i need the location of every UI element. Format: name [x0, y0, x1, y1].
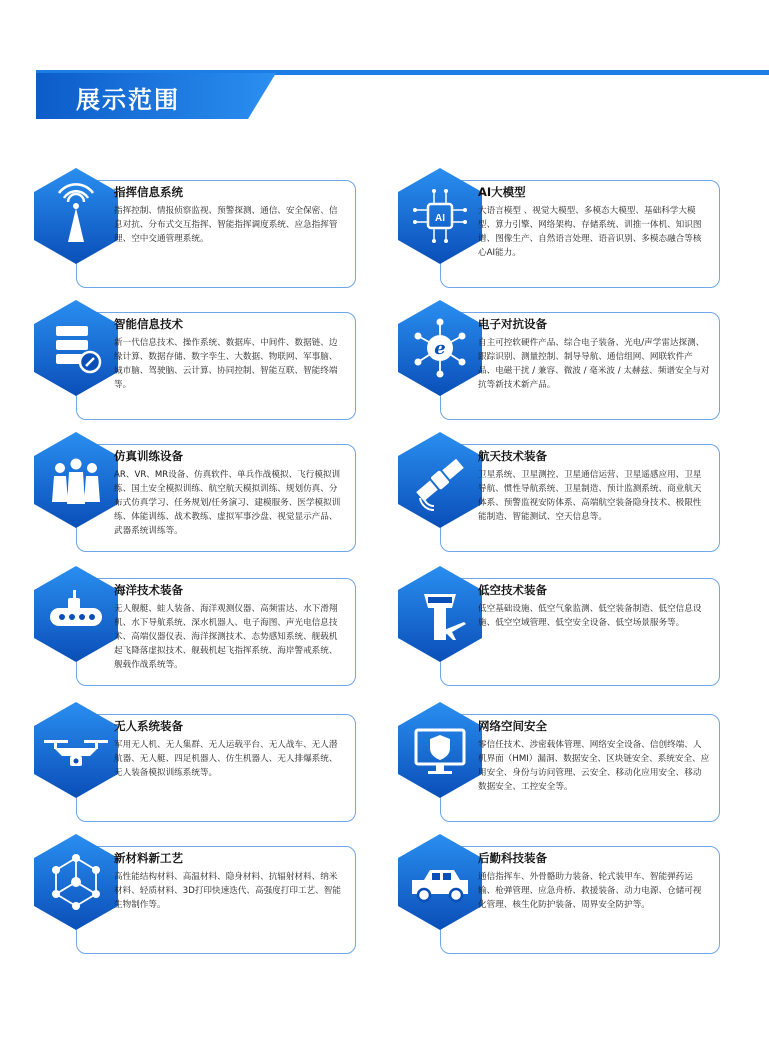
card-title: 电子对抗设备: [478, 317, 547, 331]
card-description: 指挥控制、情报侦察监视、预警探测、通信、安全保密、信息对抗、分布式交互指挥、智能指挥调度系统、应急指挥管理、空中交通管理系统。: [114, 206, 338, 244]
card-title: 海洋技术装备: [114, 583, 183, 597]
card-description: 通信指挥车、外骨骼助力装备、轮式装甲车、智能弹药运输、枪弹管理、应急舟桥、救援装备、动力电源、仓储可视化管理、核生化防护装备、周界安全防护等。: [478, 872, 702, 910]
card-description: 新一代信息技术、操作系统、数据库、中间件、数据链、边缘计算、数据存储、数字孪生、大数据、物联网、军事脑、城市脑、驾驶脑、云计算、协同控制、智能互联、智能终端等。: [114, 338, 338, 390]
submarine-icon: [34, 566, 118, 662]
vehicle-icon: [398, 834, 482, 930]
soldiers-icon: [34, 432, 118, 528]
page-title: 展示范围: [76, 86, 180, 114]
shield-monitor-icon: [398, 702, 482, 798]
control-tower-icon: [398, 566, 482, 662]
card-description: 自主可控软硬件产品、综合电子装备、光电/声学雷达探测、跟踪识别、测量控制、制导导航、通信组网、网联软件产品、电磁干扰 / 兼容、微波 / 毫米波 / 太赫兹、频谱安全与对抗等新技术新产品。: [478, 338, 710, 390]
card-title: 仿真训练设备: [114, 449, 183, 463]
card-description: 低空基础设施、低空气象监测、低空装备制造、低空信息设施、低空空域管理、低空安全设备、低空场景服务等。: [478, 604, 702, 628]
ai-chip-icon: [398, 168, 482, 264]
card-description: 卫星系统、卫星测控、卫星通信运营、卫星遥感应用、卫星导航、惯性导航系统、卫星制造、预计监测系统、商业航天体系、预警监视安防体系、高端航空装备隐身技术、极限性能制造、智能测试、空天信息等。: [478, 470, 702, 522]
antenna-tower-icon: [34, 168, 118, 264]
card-description: 高性能结构材料、高温材料、隐身材料、抗辐射材料、纳米材料、轻质材料、3D打印快速迭代、高强度打印工艺、智能生物制作等。: [114, 872, 341, 910]
card-title: 智能信息技术: [114, 317, 183, 331]
card-title: 指挥信息系统: [114, 185, 183, 199]
card-description: 零信任技术、涉密载体管理、网络安全设备、信创终端、人机界面（HMI）漏洞、数据安全、区块链安全、系统安全、应用安全、身份与访问管理、云安全、移动化应用安全、移动数据安全、工控安全等。: [478, 740, 710, 792]
card-description: AR、VR、MR设备、仿真软件、单兵作战模拟、飞行模拟训练、国土安全模拟训练、航空航天模拟训练、规划仿真、分布式仿真学习、任务规划/任务演习、建模服务、医学模拟训练、体能训练、战术教练、虚拟军事沙盘、视觉显示产品、武器系统训练等。: [114, 470, 341, 536]
card-title: 新材料新工艺: [114, 851, 183, 865]
card-description: 军用无人机、无人集群、无人运载平台、无人战车、无人潜航器、无人艇、四足机器人、仿生机器人、无人排爆系统、无人装备模拟训练系统等。: [114, 740, 338, 778]
svg-text:AI: AI: [435, 213, 445, 224]
card-title: 网络空间安全: [478, 719, 547, 733]
drone-icon: [34, 702, 118, 798]
molecule-network-icon: [34, 834, 118, 930]
card-title: 航天技术装备: [478, 449, 547, 463]
card-title: 低空技术装备: [478, 583, 547, 597]
card-description: 大语言模型 、视觉大模型、多模态大模型、基础科学大模型、算力引擎、网络架构、存储系统、训推一体机、知识图谱、图像生产、自然语言处理、语音识别、多模态融合等核心AI能力。: [478, 206, 702, 258]
card-title: 无人系统装备: [114, 719, 183, 733]
satellite-icon: [398, 432, 482, 528]
card-title: AI大模型: [478, 185, 526, 199]
e-network-icon: [398, 300, 482, 396]
card-description: 无人舰艇、蛙人装备、海洋观测仪器、高频雷达、水下滑翔机、水下导航系统、深水机器人、电子海图、声光电信息技术、高端仪器仪表、海洋探测技术、态势感知系统、舰载机起飞降落虚拟技术、舰载机起飞指挥系统、海岸警戒系统、舰载作战系统等。: [114, 604, 338, 670]
server-link-icon: [34, 300, 118, 396]
card-title: 后勤科技装备: [478, 851, 547, 865]
header-banner: [36, 73, 276, 119]
svg-text:e: e: [434, 338, 446, 359]
